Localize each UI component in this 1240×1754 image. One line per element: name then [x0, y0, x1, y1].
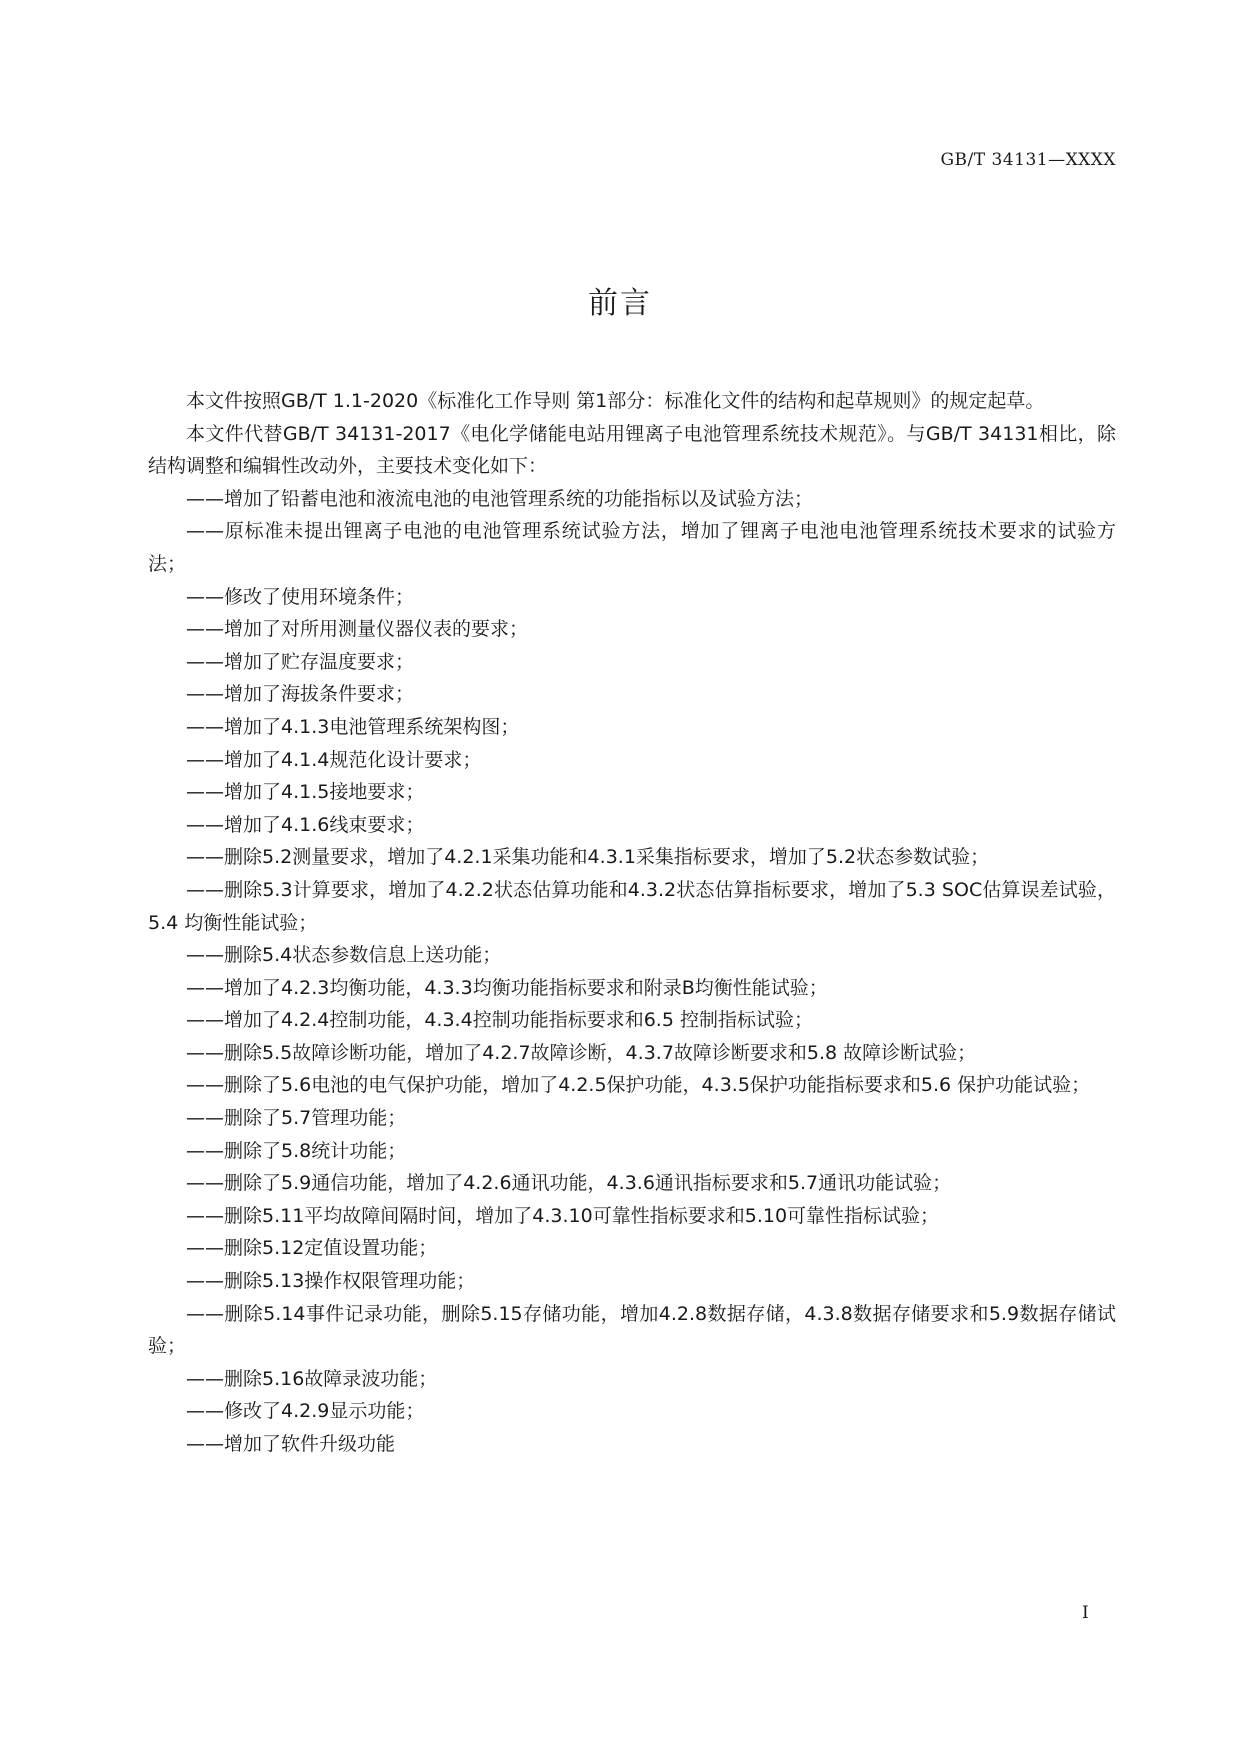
- page-number: I: [1082, 1603, 1089, 1623]
- change-item: ——修改了4.2.9显示功能；: [186, 1400, 425, 1423]
- change-item: ——增加了4.1.4规范化设计要求；: [186, 748, 482, 771]
- change-item: ——增加了4.1.5接地要求；: [186, 781, 425, 804]
- paragraph: 本文件按照GB/T 1.1-2020《标准化工作导则 第1部分：标准化文件的结构和起草规则》的规定起草。: [186, 390, 1045, 412]
- change-item: ——删除5.13操作权限管理功能；: [186, 1270, 476, 1293]
- change-item: ——删除了5.9通信功能，增加了4.2.6通讯功能，4.3.6通讯指标要求和5.7通讯功能试验；: [186, 1172, 952, 1195]
- change-item: ——删除5.2测量要求，增加了4.2.1采集功能和4.3.1采集指标要求，增加了5.2状态参数试验；: [186, 846, 990, 869]
- change-item: ——删除5.16故障录波功能；: [186, 1367, 438, 1390]
- change-item: ——删除了5.6电池的电气保护功能，增加了4.2.5保护功能，4.3.5保护功能指标要求和5.6 保护功能试验；: [186, 1074, 1091, 1097]
- change-item: ——增加了4.1.3电池管理系统架构图；: [186, 715, 520, 738]
- change-item: ——增加了4.2.3均衡功能，4.3.3均衡功能指标要求和附录B均衡性能试验；: [186, 976, 828, 999]
- change-item: ——增加了铅蓄电池和液流电池的电池管理系统的功能指标以及试验方法；: [186, 487, 814, 510]
- change-item: ——原标准未提出锂离子电池的电池管理系统试验方法，增加了锂离子电池电池管理系统技术要求的试验方法；: [148, 520, 1116, 575]
- change-item: ——增加了海拔条件要求；: [186, 683, 415, 706]
- change-item: ——增加了贮存温度要求；: [186, 650, 415, 673]
- change-item: ——修改了使用环境条件；: [186, 585, 415, 608]
- change-item: ——增加了4.1.6线束要求；: [186, 813, 425, 836]
- change-item: ——删除5.12定值设置功能；: [186, 1237, 438, 1260]
- change-item: ——删除5.4状态参数信息上送功能；: [186, 944, 502, 967]
- change-item: ——删除5.3计算要求，增加了4.2.2状态估算功能和4.3.2状态估算指标要求，增加了5.3 SOC估算误差试验，5.4 均衡性能试验；: [148, 878, 1116, 934]
- change-item: ——删除5.11平均故障间隔时间，增加了4.3.10可靠性指标要求和5.10可靠性指标试验；: [186, 1204, 940, 1227]
- section-title: 前言: [588, 286, 652, 321]
- paragraph: 本文件代替GB/T 34131-2017《电化学储能电站用锂离子电池管理系统技术规范》。与GB/T 34131相比，除结构调整和编辑性改动外，主要技术变化如下：: [148, 422, 1116, 478]
- change-item: ——删除5.5故障诊断功能，增加了4.2.7故障诊断，4.3.7故障诊断要求和5.8 故障诊断试验；: [186, 1041, 977, 1064]
- document-code: GB/T 34131—XXXX: [940, 150, 1116, 170]
- foreword-body: [148, 385, 1116, 1461]
- change-item: ——增加了对所用测量仪器仪表的要求；: [186, 618, 529, 641]
- change-item: ——删除了5.8统计功能；: [186, 1139, 407, 1162]
- change-item: ——增加了软件升级功能: [186, 1433, 396, 1455]
- change-item: ——删除5.14事件记录功能，删除5.15存储功能，增加4.2.8数据存储，4.3.8数据存储要求和5.9数据存储试验；: [148, 1302, 1116, 1358]
- change-item: ——增加了4.2.4控制功能，4.3.4控制功能指标要求和6.5 控制指标试验；: [186, 1009, 813, 1032]
- change-item: ——删除了5.7管理功能；: [186, 1107, 407, 1130]
